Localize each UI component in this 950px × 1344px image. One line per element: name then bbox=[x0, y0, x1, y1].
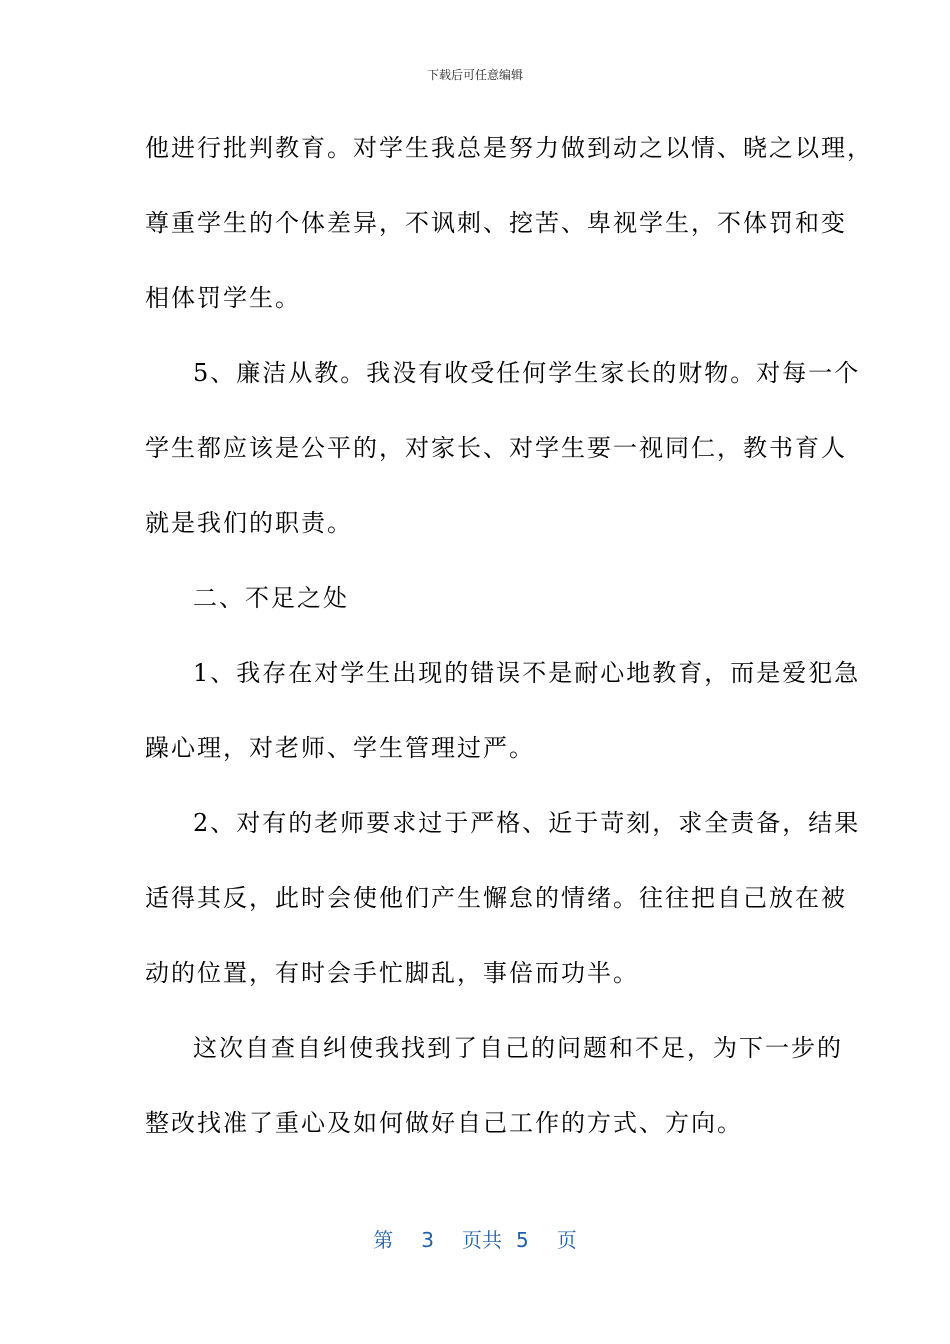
body-line: 相体罚学生。 bbox=[145, 284, 301, 312]
body-line: 适得其反，此时会使他们产生懈怠的情绪。往往把自己放在被 bbox=[145, 884, 847, 912]
footer-page-number: 3 bbox=[421, 1228, 434, 1252]
footer-prefix: 第 bbox=[373, 1228, 394, 1252]
document-body bbox=[145, 125, 873, 1175]
footer-total-pages: 5 bbox=[516, 1228, 529, 1252]
footer-suffix: 页 bbox=[556, 1228, 577, 1252]
body-line: 动的位置，有时会手忙脚乱，事倍而功半。 bbox=[145, 959, 639, 987]
body-line: 躁心理，对老师、学生管理过严。 bbox=[145, 734, 535, 762]
body-line: 尊重学生的个体差异，不讽刺、挖苦、卑视学生，不体罚和变 bbox=[145, 209, 847, 237]
paragraph-start-line: 5、廉洁从教。我没有收受任何学生家长的财物。对每一个 bbox=[193, 359, 861, 387]
header-note: 下载后可任意编辑 bbox=[426, 68, 523, 82]
body-line: 整改找准了重心及如何做好自己工作的方式、方向。 bbox=[145, 1109, 743, 1137]
paragraph-start-line: 1、我存在对学生出现的错误不是耐心地教育，而是爱犯急 bbox=[193, 659, 861, 687]
footer-middle: 页共 bbox=[462, 1228, 502, 1252]
paragraph-start-line: 2、对有的老师要求过于严格、近于苛刻，求全责备，结果 bbox=[193, 809, 861, 837]
body-line: 学生都应该是公平的，对家长、对学生要一视同仁，教书育人 bbox=[145, 434, 847, 462]
body-line: 他进行批判教育。对学生我总是努力做到动之以情、晓之以理， bbox=[145, 134, 873, 162]
section-heading: 二、不足之处 bbox=[193, 584, 349, 612]
paragraph-start-line: 这次自查自纠使我找到了自己的问题和不足，为下一步的 bbox=[193, 1034, 843, 1062]
page-footer bbox=[0, 1224, 950, 1253]
body-line: 就是我们的职责。 bbox=[145, 509, 353, 537]
